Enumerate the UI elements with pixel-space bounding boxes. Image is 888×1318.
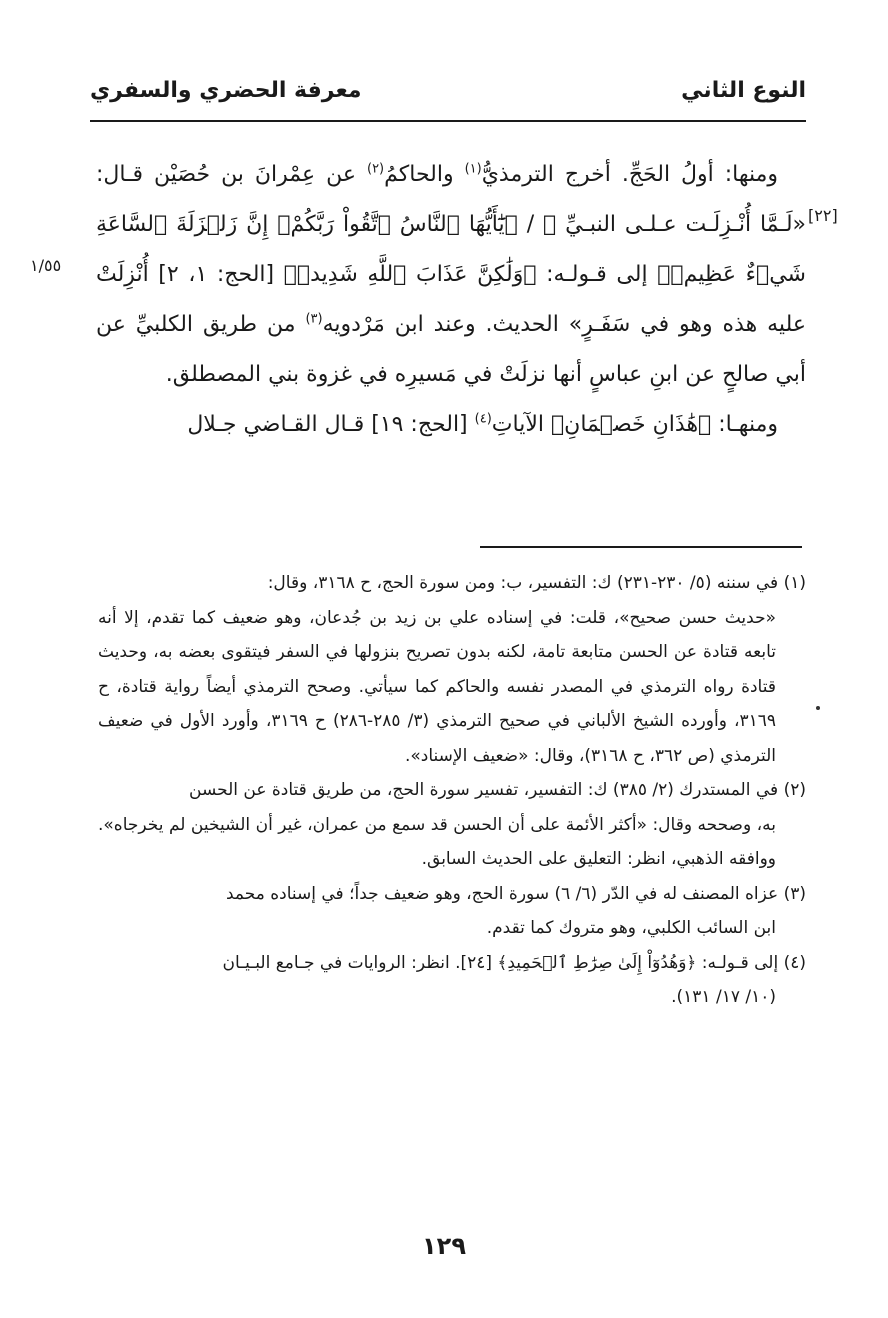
margin-reference-page: ١/٥٥ bbox=[30, 256, 62, 275]
paragraph-1-text-a: ومنها: أولُ الحَجِّ. أخرج الترمذيُّ bbox=[481, 162, 779, 187]
paragraph-2-text-b: [الحج: ١٩] قـال القـاضي جـلال bbox=[187, 412, 475, 437]
footnote-2-line-1: في المستدرك (٢/ ٣٨٥) ك: التفسير، تفسير سورة الحج، من طريق قتادة عن الحسن bbox=[189, 780, 779, 800]
margin-reference-22: [٢٢] bbox=[808, 206, 838, 225]
footnote-ref-4[interactable]: (٤) bbox=[474, 411, 492, 427]
main-text bbox=[96, 150, 806, 450]
header-divider bbox=[90, 120, 806, 122]
footnote-3 bbox=[98, 877, 806, 912]
stray-dot-mark bbox=[816, 706, 820, 710]
header-chapter-title: النوع الثاني bbox=[681, 78, 806, 103]
footnote-4-number: (٤) bbox=[783, 952, 806, 973]
page-number: ١٢٩ bbox=[422, 1232, 466, 1260]
footnote-1-number: (١) bbox=[783, 573, 806, 593]
footnote-1-continued: «حديث حسن صحيح»، قلت: في إسناده علي بن زيد بن جُدعان، وهو ضعيف كما تقدم، إلا أنه تابعه قتادة عن الحسن متابعة تامة، لكنه بدون تصريح بنزولها في السفر فيتقوى بعضه به، وحديث قتادة رواه الترمذي في المصدر نفسه والحاكم كما سيأتي. وصحح الترمذي أيضاً رواية قتادة، ح ٣١٦٩، وأورده الشيخ الألباني في صحيح الترمذي (٣/ ٢٨٥-٢٨٦) ح ٣١٦٩، وأورد الأول في ضعيف الترمذي (ص ٣٦٢، ح ٣١٦٨)، وقال: «ضعيف الإسناد». bbox=[98, 607, 776, 766]
footnote-1-line-1: في سننه (٥/ ٢٣٠-٢٣١) ك: التفسير، ب: ومن سورة الحج، ح ٣١٦٨، وقال: bbox=[267, 573, 779, 593]
footnote-2-number: (٢) bbox=[783, 780, 806, 800]
footnote-4 bbox=[98, 946, 806, 981]
footnote-ref-3[interactable]: (٣) bbox=[305, 311, 323, 327]
footnote-2-continued: به، وصححه وقال: «أكثر الأئمة على أن الحسن قد سمع من عمران، غير أن الشيخين لم يخرجاه». ووافقه الذهبي، انظر: التعليق على الحديث السابق. bbox=[98, 814, 776, 869]
footnote-2 bbox=[98, 773, 806, 808]
footnote-3-line-1: عزاه المصنف له في الدّر (٦/ ٦) سورة الحج، وهو ضعيف جداً؛ في إسناده محمد bbox=[226, 883, 779, 904]
main-paragraph-2 bbox=[96, 400, 806, 450]
footnotes-section bbox=[98, 566, 806, 1015]
paragraph-1-text-d: من طريق الكلبيِّ عن أبي صالحٍ عن ابنِ عباسٍ أنها نزلَتْ في مَسيرِه في غزوة بني المصطلق. bbox=[96, 312, 806, 387]
footnote-3-number: (٣) bbox=[783, 883, 806, 904]
paragraph-1-text-c: عن عِمْرانَ بن حُصَيْن قـال: «لَـمَّا أُنْـزِلَـت عـلـى النبـيِّ ﷺ / ﴿يَٰٓأَيُّهَا ٱلنَّاسُ ٱتَّقُواْ رَبَّكُمْۚ إِنَّ زَلۡزَلَةَ ٱلسَّاعَةِ شَيۡءٌ عَظِيمٞ﴾ إلى قـولـه: ﴿وَلَٰكِنَّ عَذَابَ ٱللَّهِ شَدِيدٞ﴾ [الحج: ١، ٢] أُنْزِلَتْ عليه هذه وهو في سَفَـرٍ» الحديث. وعند ابن مَرْدويه bbox=[96, 162, 806, 337]
running-header bbox=[90, 78, 806, 118]
footnote-4-line-1: إلى قـولـه: ﴿وَهُدُوٓاْ إِلَىٰ صِرَٰطِ ٱلۡحَمِيدِ﴾ [٢٤]. انظر: الروايات في جـامع البـيـان bbox=[222, 952, 779, 973]
footnote-ref-1[interactable]: (١) bbox=[464, 161, 482, 177]
footnote-3-continued: ابن السائب الكلبي، وهو متروك كما تقدم. bbox=[486, 918, 776, 938]
paragraph-2-text-a: ومنهـا: ﴿هَٰذَانِ خَصۡمَانِ﴾ الآياتِ bbox=[491, 412, 778, 437]
footnote-4-continued: (١٠/ ١٧/ ١٣١). bbox=[671, 987, 776, 1007]
header-section-title: معرفة الحضري والسفري bbox=[90, 78, 362, 103]
footnote-1 bbox=[98, 566, 806, 601]
paragraph-1-text-b: والحاكمُ bbox=[384, 162, 465, 187]
footnote-divider bbox=[480, 546, 802, 548]
footnote-ref-2[interactable]: (٢) bbox=[366, 161, 385, 177]
main-paragraph-1 bbox=[96, 150, 806, 400]
